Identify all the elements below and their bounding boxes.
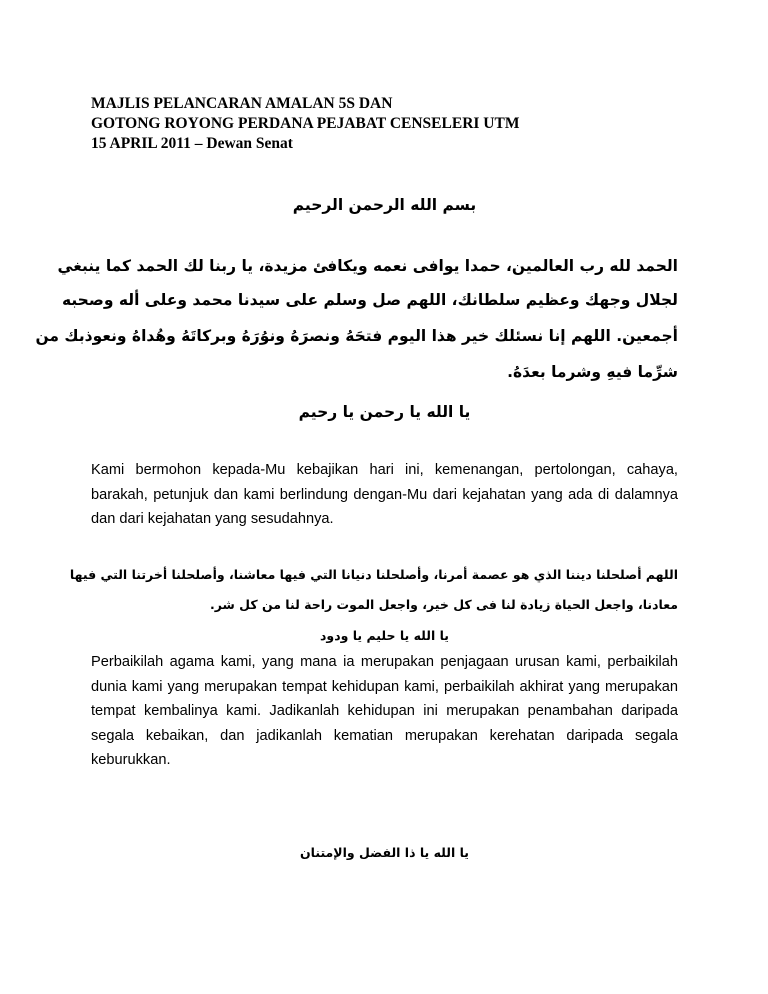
- arabic-line: أجمعين. اللهم إنا نسئلك خير هذا اليوم فتحَهُ ونصرَهُ ونوُرَهُ وبركاتَهُ وهُداهُ ونعوذبك من: [35, 327, 678, 345]
- arabic-invocation: يا الله يا رحمن يا رحيم: [298, 403, 471, 421]
- arabic-closing-invocation: يا الله يا ذا الفضل والإمتنان: [299, 845, 469, 860]
- basmalah: بسم الله الرحمن الرحيم: [292, 196, 477, 214]
- malay-translation-paragraph: Perbaikilah agama kami, yang mana ia merupakan penjagaan urusan kami, perbaikilah dunia kami yang merupakan tempat kehidupan kami, perbaikilah akhirat yang merupakan tempat kembalinya kami. Jadikanlah kehidupan ini merupakan penambahan daripada segala kebaikan, dan jadikanlah kematian merupakan kerehatan daripada segala keburukkan.: [91, 654, 678, 768]
- header-date-venue: 15 APRIL 2011 – Dewan Senat: [91, 135, 293, 152]
- arabic-line: معادنا، واجعل الحياة زيادة لنا فى كل خير، واجعل الموت راحة لنا من كل شر.: [210, 597, 678, 612]
- arabic-line: شرِّما فيهِ وشرما بعدَهُ.: [507, 363, 678, 381]
- arabic-invocation: يا الله يا حليم يا ودود: [320, 628, 449, 643]
- document-header: [91, 94, 691, 154]
- arabic-line: لجلال وجهك وعظيم سلطانك، اللهم صل وسلم على سيدنا محمد وعلى أله وصحبه: [61, 291, 678, 309]
- header-title-line: GOTONG ROYONG PERDANA PEJABAT CENSELERI UTM: [91, 115, 520, 132]
- arabic-line: اللهم أصلحلنا ديننا الذي هو عصمة أمرنا، وأصلحلنا دنيانا التي فيها معاشنا، وأصلحلنا أخرتنا التي فيها: [69, 567, 678, 582]
- arabic-line: الحمد لله رب العالمين، حمدا يوافى نعمه ويكافئ مزيدة، يا ربنا لك الحمد كما ينبغي: [57, 257, 678, 275]
- header-title-line: MAJLIS PELANCARAN AMALAN 5S DAN: [91, 95, 393, 112]
- malay-translation-paragraph: Kami bermohon kepada-Mu kebajikan hari ini, kemenangan, pertolongan, cahaya, barakah, petunjuk dan kami berlindung dengan-Mu dari kejahatan yang ada di dalamnya dan dari kejahatan yang sesudahnya.: [91, 462, 678, 527]
